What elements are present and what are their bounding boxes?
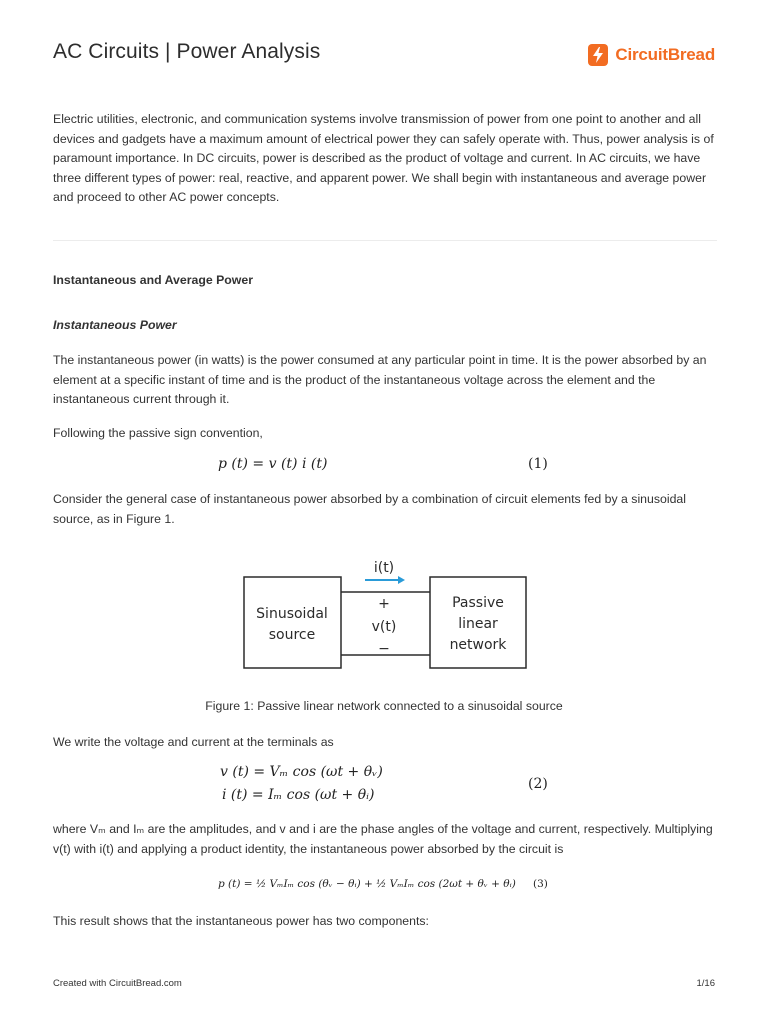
section-divider: [53, 240, 717, 241]
section-heading: Instantaneous and Average Power: [53, 273, 253, 287]
footer-credit[interactable]: Created with CircuitBread.com: [53, 978, 182, 989]
brand-name: CircuitBread: [615, 45, 715, 64]
page-title: AC Circuits | Power Analysis: [53, 40, 321, 63]
equation-1-number: (1): [528, 456, 548, 472]
equation-3-number: (3): [533, 878, 548, 890]
network-label-line-1: Passive: [452, 595, 504, 611]
paragraph-amplitudes: where Vₘ and Iₘ are the amplitudes, and v and i are the phase angles of the voltage and current, respectively. Multiplying v(t) with i(t) and applying a product identity, the instantaneous power absorbed by the circuit is: [53, 822, 713, 856]
paragraph-general-case: Consider the general case of instantaneous power absorbed by a combination of circuit elements fed by a sinusoidal source, as in Figure 1.: [53, 492, 686, 526]
source-label-line-2: source: [268, 627, 316, 643]
paragraph-terminals: We write the voltage and current at the terminals as: [53, 735, 334, 749]
plus-sign: +: [378, 596, 390, 612]
equation-2-line-1: v (t) = Vₘ cos (ωt + θᵥ): [220, 764, 383, 780]
voltage-label: v(t): [371, 619, 397, 635]
paragraph-instantaneous-power: The instantaneous power (in watts) is the power consumed at any particular point in time. It is the power absorbed by an element at a specific instant of time and is the product of the instantaneous voltage across the element and the instantaneous current through it.: [53, 353, 707, 407]
network-label-line-3: network: [449, 637, 507, 653]
current-arrow-head: [398, 576, 405, 584]
paragraph-two-components: This result shows that the instantaneous power has two components:: [53, 914, 429, 928]
page-header: [53, 40, 715, 74]
figure-1-circuit-diagram: [243, 556, 528, 676]
page-number: 1/16: [696, 978, 715, 989]
lightning-bolt-icon: [588, 44, 608, 66]
intro-paragraph: Electric utilities, electronic, and communication systems involve transmission of power from one point to another and all devices and gadgets have a maximum amount of electrical power they can safely operate with. Thus, power analysis is of paramount importance. In DC circuits, power is described as the product of voltage and current. In AC circuits, we have three different types of power: real, reactive, and apparent power. We shall begin with instantaneous and average power and proceed to other AC power concepts.: [53, 112, 714, 205]
network-label-line-2: linear: [458, 616, 498, 632]
equation-3: p (t) = ½ VₘIₘ cos (θᵥ − θᵢ) + ½ VₘIₘ cos (2ωt + θᵥ + θᵢ): [218, 878, 516, 890]
source-box: [244, 577, 341, 668]
subsection-heading: Instantaneous Power: [53, 318, 177, 332]
equation-1: p (t) = v (t) i (t): [218, 456, 328, 472]
equation-2-line-2: i (t) = Iₘ cos (ωt + θᵢ): [222, 787, 375, 803]
minus-sign: −: [378, 641, 390, 657]
source-label-line-1: Sinusoidal: [256, 606, 328, 622]
figure-caption: Figure 1: Passive linear network connected to a sinusoidal source: [205, 699, 563, 713]
brand-logo[interactable]: [588, 44, 715, 66]
paragraph-passive-sign: Following the passive sign convention,: [53, 426, 263, 440]
current-label: i(t): [373, 560, 395, 576]
equation-2-number: (2): [528, 776, 548, 792]
